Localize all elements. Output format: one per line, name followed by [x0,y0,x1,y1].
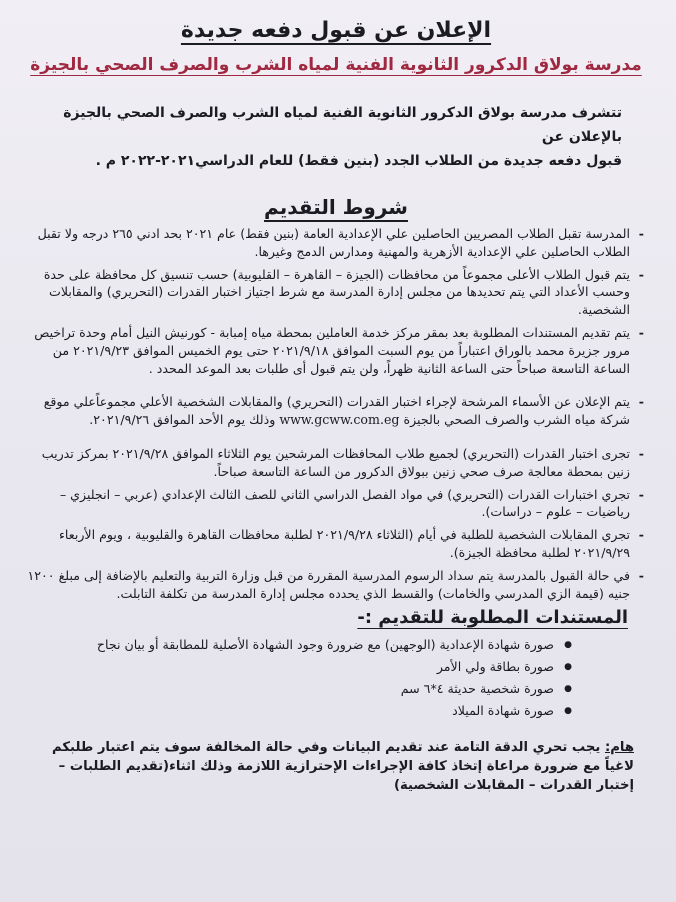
page-title: الإعلان عن قبول دفعه جديدة [180,18,492,43]
intro-paragraph [26,101,646,173]
conditions-list [26,225,646,602]
condition-item: - يتم قبول الطلاب الأعلى مجموعاً من محافظات (الجيزة – القاهرة – القليوبية) حسب تنسيق كل محافظة على حدة وحسب الأعداد التي يتم تحديدها من مجلس إدارة المدرسة مع شرط اجتياز اختبار القدرات (التحريري) والمقابلات الشخصية. [26,266,646,319]
condition-item: - يتم تقديم المستندات المطلوبة بعد بمقر مركز خدمة العاملين بمحطة مياه إمبابة - كورنيش النيل أمام وحدة تراخيص مرور جزيرة محمد بالوراق اعتباراً من يوم السبت الموافق ٢٠٢١/٩/١٨ حتى يوم الخميس الموافق ٢٠٢١/٩/٢٣ من الساعة التاسعة صباحاً حتى الساعة الثانية ظهراً، ولن يتم قبول أى طلبات بعد الموعد المحدد . [26,324,646,377]
important-label: هام: [604,740,634,756]
document-item: ● صورة شخصية حديثة ٤*٦ سم [26,678,572,700]
condition-item: - المدرسة تقبل الطلاب المصريين الحاصلين علي الإعدادية العامة (بنين فقط) عام ٢٠٢١ بحد ادني ٢٦٥ درجه ولا تقبل الطلاب الحاصلين علي الإعدادية الأزهرية والمهنية ومدارس الدمج وغيرها. [26,225,646,261]
important-text: يجب تحري الدقة التامة عند تقديم البيانات وفي حالة المخالفة سوف يتم اعتبار طلبكم لاغياً مع ضرورة مراعاة إتخاذ كافة الإجراءات الإحترازية اللازمة وذلك اثناء(تقديم الطلبات – إختبار القدرات – المقابلات الشخصية) [52,740,634,794]
conditions-heading: شروط التقديم [264,195,408,219]
condition-text-tail: وذلك يوم الأحد الموافق ٢٠٢١/٩/٢٦. [89,412,276,428]
intro-line: قبول دفعه جديدة من الطلاب الجدد (بنين فقط) للعام الدراسي٢٠٢١-٢٠٢٢ م . [95,153,622,169]
school-name-subtitle: مدرسة بولاق الدكرور الثانوية الفنية لمياه الشرب والصرف الصحي بالجيزة [30,55,642,75]
document-item: ● صورة شهادة الإعدادية (الوجهين) مع ضرورة وجود الشهادة الأصلية للمطابقة أو بيان نجاح [26,634,572,656]
document-item: ● صورة شهادة الميلاد [26,700,572,722]
condition-item: - في حالة القبول بالمدرسة يتم سداد الرسوم المدرسية المقررة من قبل وزارة التربية والتعليم بالإضافة إلى مبلغ ١٢٠٠ جنيه (قيمة الزي المدرسي والخامات) والقسط الذي يحدده مجلس إدارة المدرسة من تكلفة التابلت. [26,567,646,603]
intro-line: تتشرف مدرسة بولاق الدكرور الثانوية الفنية لمياه الشرب والصرف الصحي بالجيزة بالإعلان عن [63,105,622,145]
condition-item [26,393,646,429]
website-link[interactable]: www.gcww.com.eg [279,412,400,428]
documents-list [26,634,646,722]
documents-heading: المستندات المطلوبة للتقديم :- [357,607,628,629]
document-item: ● صورة بطاقة ولي الأمر [26,656,572,678]
condition-item: - تجري المقابلات الشخصية للطلبة في أيام (الثلاثاء ٢٠٢١/٩/٢٨ لطلبة محافظات القاهرة والقليوبية ، ويوم الأربعاء ٢٠٢١/٩/٢٩ لطلبة محافظة الجيزة). [26,526,646,562]
condition-text: يتم الإعلان عن الأسماء المرشحة لإجراء اختبار القدرات (التحريري) والمقابلات الشخصية الأعلي مجموعاًعلي موقع شركة مياه الشرب والصرف الصحي بالجيزة [43,394,630,428]
important-note [26,738,646,795]
condition-item: - تجري اختبارات القدرات (التحريري) في مواد الفصل الدراسي الثاني للصف الثالث الإعدادي (عربي – انجليزي – رياضيات – علوم – دراسات). [26,486,646,522]
condition-item: - تجرى اختبار القدرات (التحريري) لجميع طلاب المحافظات المرشحين يوم الثلاثاء الموافق ٢٠٢١/٩/٢٨ بمركز تدريب زنين بمحطة معالجة صرف صحي زنين ببولاق الدكرور من الساعة التاسعة صباحاً. [26,445,646,481]
